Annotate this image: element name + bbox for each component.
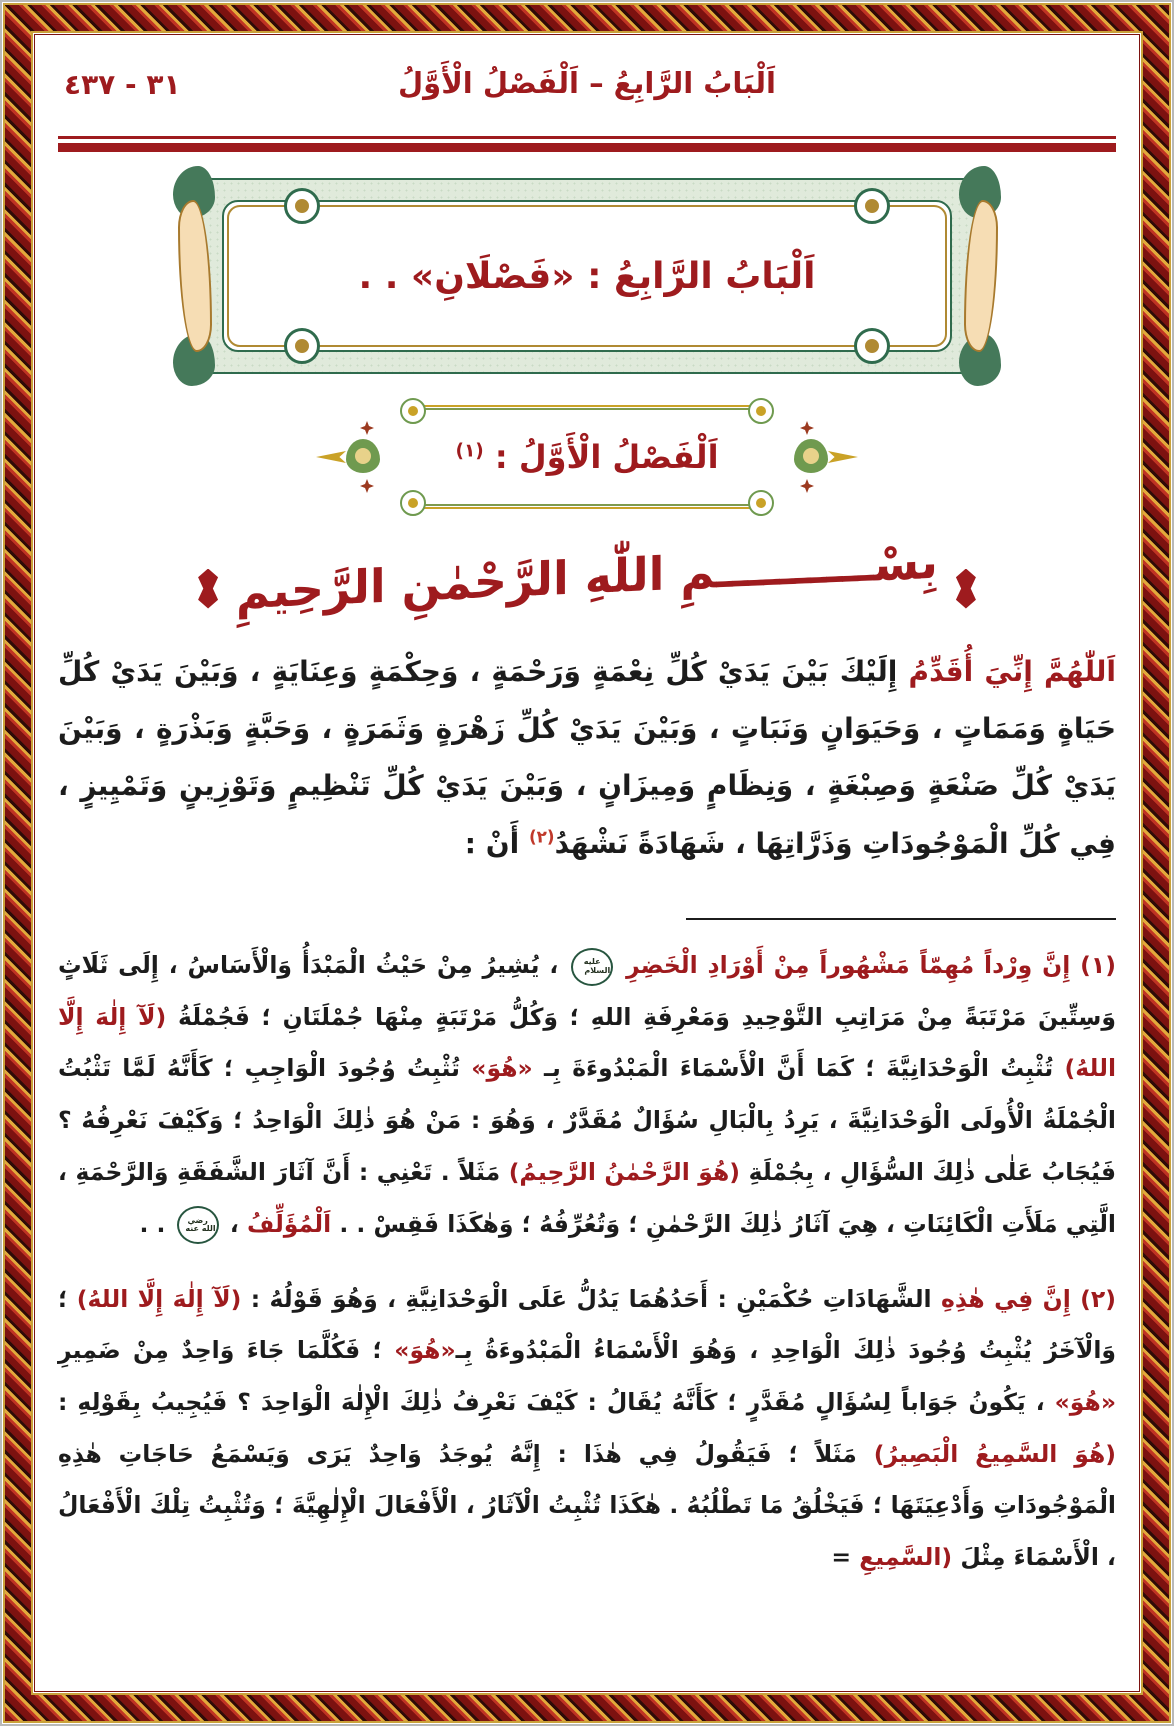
footnote-2	[58, 1274, 1116, 1584]
footnote-1-text: ، يُشِيرُ مِنْ حَيْثُ الْمَبْدَأُ وَالْأَسَاسُ ، إِلَى ثَلَاثٍ وَسِتِّينَ مَرْتَبَةً مِنْ مَرَاتِبِ التَّوْحِيدِ وَمَعْرِفَةِ اللهِ ؛ وَكُلُّ مَرْتَبَةٍ مِنْهَا جُمْلَتَانِ ؛ فَجُمْلَةُ	[58, 951, 1116, 1031]
footnote-2-text: مَثَلاً ؛ فَيَقُولُ فِي هٰذَا : إِنَّهُ يُوجَدُ وَاحِدٌ يَرَى وَيَسْمَعُ حَاجَاتِ هٰذِهِ الْمَوْجُودَاتِ وَأَدْعِيَتَهَا ؛ فَيَخْلُقُ مَا تَطْلُبُهُ . هٰكَذَا تُثْبِتُ الْآثَارُ ، الْأَفْعَالَ الْإِلٰهِيَّةَ ؛ وَتُثْبِتُ تِلْكَ الْأَفْعَالُ ، الْأَسْمَاءَ مِثْلَ	[58, 1439, 1116, 1572]
basmala-row	[58, 534, 1116, 620]
kalima-phrase: (لَآ إِلٰهَ إِلَّا اللهُ)	[76, 1284, 242, 1313]
footnote-separator	[686, 918, 1116, 920]
footnote-1-text: تُثْبِتُ الْوَحْدَانِيَّةَ ؛ كَمَا أَنَّ الْأَسْمَاءَ الْمَبْدُوءَةَ بِـ	[532, 1054, 1065, 1083]
radiallahu-anhu-seal-icon: رضي الله عنه	[177, 1206, 219, 1244]
footnote-ref-2: (٢)	[528, 826, 555, 847]
section-footnote-marker: (١)	[455, 440, 484, 462]
huwa-pronoun: «هُوَ»	[1054, 1388, 1116, 1417]
footnote-2-text: الشَّهَادَاتِ حُكْمَيْنِ : أَحَدُهُمَا يَدُلُّ عَلَى الْوَحْدَانِيَّةِ ، وَهُوَ قَوْلُهُ :	[241, 1284, 932, 1313]
chapter-title: اَلْبَابُ الرَّابِعُ : «فَصْلَانِ» . .	[358, 255, 816, 297]
corner-curl-icon	[284, 188, 320, 224]
corner-curl-icon	[284, 328, 320, 364]
footnote-2-text: ، يَكُونُ جَوَاباً لِسُؤَالٍ مُقَدَّرٍ ؛ كَأَنَّهُ يُقَالُ : كَيْفَ نَعْرِفُ ذٰلِكَ الْإِلٰهَ الْوَاحِدَ ؟ فَيُجِيبُ بِقَوْلِهِ :	[58, 1388, 1055, 1417]
scroll-ribbon-right-icon	[952, 166, 1008, 386]
author-attribution: اَلْمُؤَلِّفُ	[246, 1209, 332, 1238]
scroll-ribbon-left-icon	[166, 166, 222, 386]
chapter-ornamental-frame	[172, 178, 1002, 374]
footnote-1-lead: (١) إِنَّ وِرْداً مُهِمّاً مَشْهُوراً مِنْ أَوْرَادِ الْخَضِرِ	[616, 951, 1116, 980]
basmala-calligraphy: بِسْــــــــــمِ اللّٰهِ الرَّحْمٰنِ الرَّحِيمِ	[236, 534, 938, 620]
section-title	[352, 438, 822, 476]
rail-curl-icon	[400, 490, 426, 516]
footnote-2-text: ؛ فَكُلَّمَا جَاءَ وَاحِدٌ مِنْ ضَمِيرِ	[58, 1336, 395, 1365]
sami-basir-phrase: (هُوَ السَّمِيعُ الْبَصِيرُ)	[873, 1439, 1117, 1468]
chapter-frame-panel	[222, 200, 952, 352]
body-paragraph	[58, 643, 1116, 873]
section-rail-bottom	[416, 504, 758, 506]
section-title-text: اَلْفَصْلُ الْأَوَّلُ :	[483, 438, 719, 476]
section-ornamental-frame	[352, 404, 822, 510]
header-rule-thick	[58, 143, 1116, 152]
footnote-2-text: ؛ وَالْآخَرُ يُثْبِتُ وُجُودَ ذٰلِكَ الْوَاحِدِ ، وَهُوَ الْأَسْمَاءُ الْمَبْدُوءَةُ بِـ	[58, 1284, 1116, 1365]
section-rail-top	[416, 408, 758, 410]
rail-curl-icon	[748, 490, 774, 516]
header-rule-thin	[58, 136, 1116, 139]
running-title: اَلْبَابُ الرَّابِعُ – اَلْفَصْلُ الْأَوَّلُ	[398, 66, 776, 100]
footnote-1	[58, 940, 1116, 1250]
corner-curl-icon	[854, 188, 890, 224]
kalima-phrase: (لَآ إِلٰهَ إِلَّا اللهُ)	[58, 1002, 1117, 1083]
rail-curl-icon	[400, 398, 426, 424]
rail-curl-icon	[748, 398, 774, 424]
page-number: ٣١ - ٤٣٧	[64, 68, 181, 101]
body-text-end: أَنْ :	[464, 826, 529, 860]
footnote-2-end: =	[831, 1543, 860, 1572]
body-opening-invocation: اَللّٰهُمَّ إِنِّيَ أُقَدِّمُ	[897, 654, 1116, 688]
huwa-pronoun: «هُوَ»	[394, 1336, 456, 1365]
footnote-1-end: . .	[139, 1209, 174, 1238]
footnote-1-text: مَثَلاً . تَعْنِي : أَنَّ آثَارَ الشَّفَقَةِ وَالرَّحْمَةِ ، الَّتِي مَلَأَتِ الْكَائِنَاتِ ، هِيَ آثَارُ ذٰلِكَ الرَّحْمٰنِ ؛ وَتُعُرِّفُهُ ؛ وَهٰكَذَا فَقِسْ . .	[58, 1157, 1116, 1238]
page-content	[58, 48, 1116, 1682]
sami-continuation: (السَّمِيعِ	[859, 1543, 953, 1572]
basmala-ornament-left-icon	[198, 569, 218, 609]
body-text: إِلَيْكَ بَيْنَ يَدَيْ كُلِّ نِعْمَةٍ وَرَحْمَةٍ ، وَحِكْمَةٍ وَعِنَايَةٍ ، وَبَيْنَ يَدَيْ كُلِّ حَيَاةٍ وَمَمَاتٍ ، وَحَيَوَانٍ وَنَبَاتٍ ، وَبَيْنَ يَدَيْ كُلِّ زَهْرَةٍ وَثَمَرَةٍ ، وَحَبَّةٍ وَبَذْرَةٍ ، وَبَيْنَ يَدَيْ كُلِّ صَنْعَةٍ وَصِبْغَةٍ ، وَنِظَامٍ وَمِيزَانٍ ، وَبَيْنَ يَدَيْ كُلِّ تَنْظِيمٍ وَتَوْزِينٍ وَتَمْيِيزٍ ، فِي كُلِّ الْمَوْجُودَاتِ وَذَرَّاتِهَا ، شَهَادَةً نَشْهَدُ	[58, 654, 1116, 860]
footnote-2-lead: (٢) إِنَّ فِي هٰذِهِ	[931, 1284, 1116, 1313]
rahman-rahim-phrase: (هُوَ الرَّحْمٰنُ الرَّحِيمُ)	[508, 1157, 741, 1186]
corner-curl-icon	[854, 328, 890, 364]
huwa-pronoun: «هُوَ»	[471, 1054, 533, 1083]
footnote-1-text: ،	[221, 1209, 247, 1238]
alayhis-salam-seal-icon: عليه السلام	[571, 948, 613, 986]
page-header	[58, 66, 1116, 130]
basmala-ornament-right-icon	[956, 569, 976, 609]
footnote-1-text: تُثْبِتُ وُجُودَ الْوَاجِبِ ؛ كَأَنَّهُ لَمَّا تَثْبُتُ الْجُمْلَةُ الْأُولَى الْوَحْدَانِيَّةَ ، يَرِدُ بِالْبَالِ سُؤَالٌ مُقَدَّرٌ ، وَهُوَ : مَنْ هُوَ ذٰلِكَ الْوَاحِدُ ؛ وَكَيْفَ نَعْرِفُهُ ؟ فَيُجَابُ عَلٰى ذٰلِكَ السُّؤَالِ ، بِجُمْلَةِ	[58, 1054, 1116, 1186]
